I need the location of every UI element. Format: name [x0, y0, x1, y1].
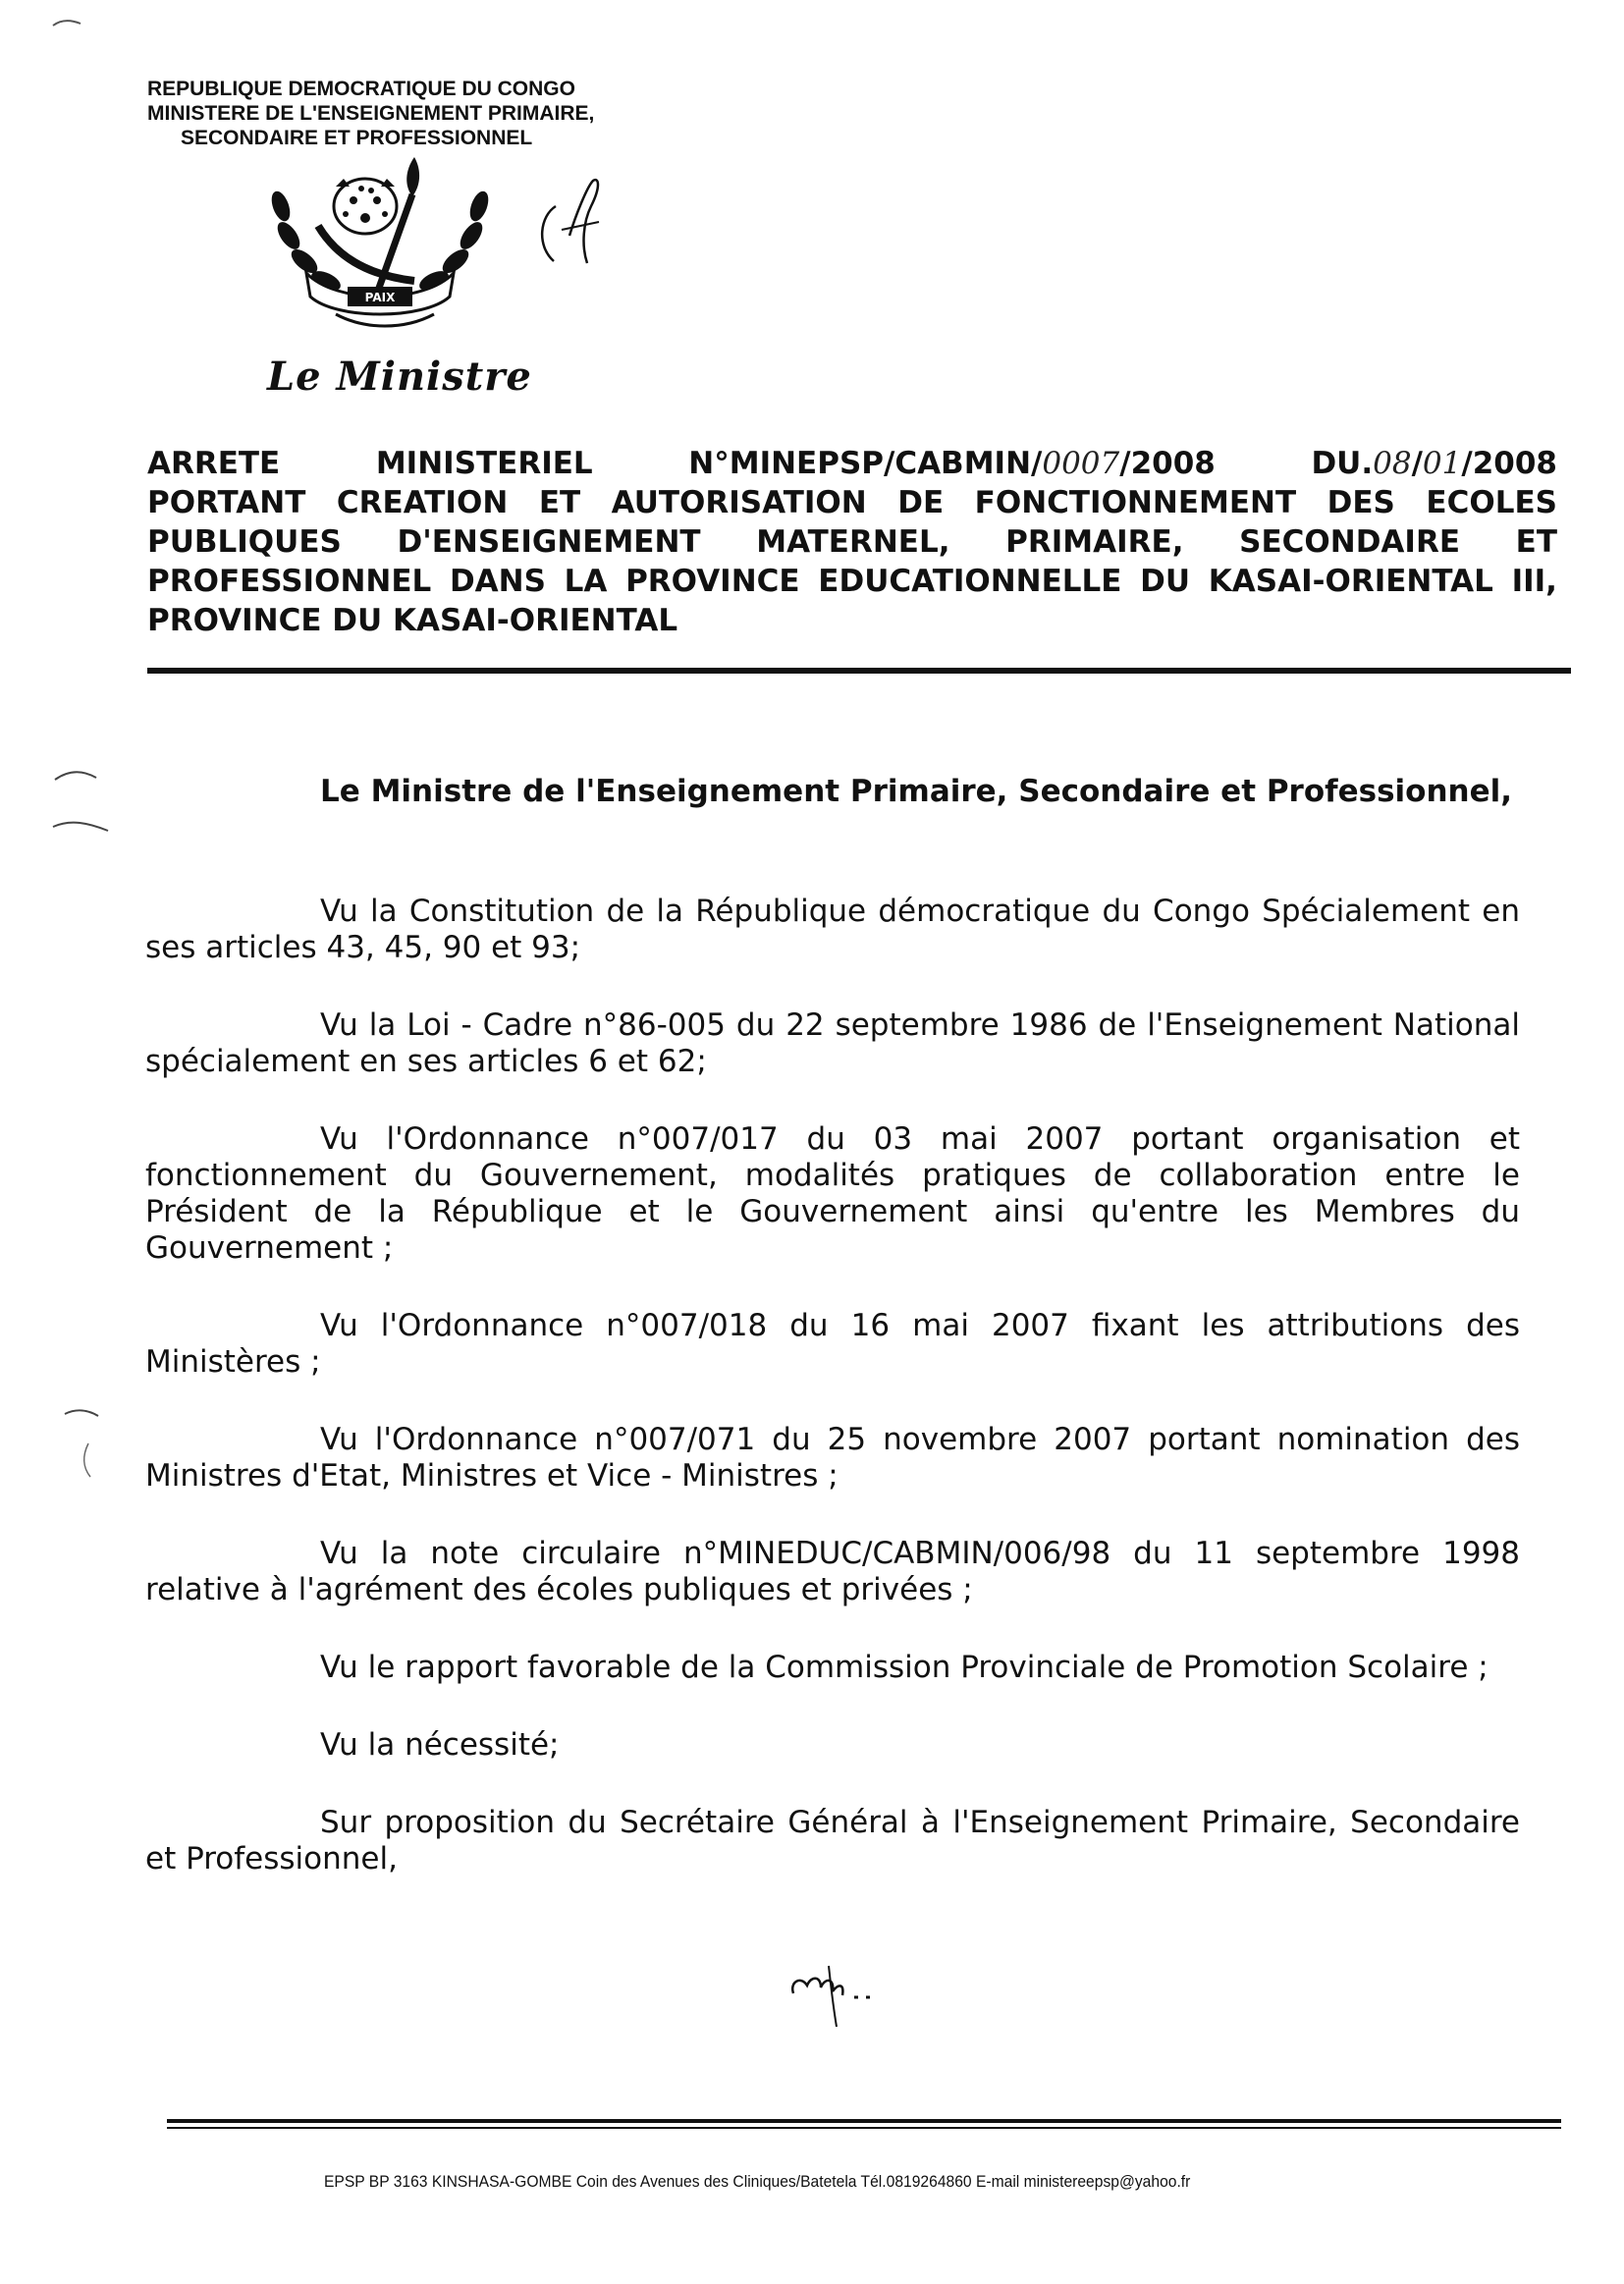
- title-word: SECONDAIRE: [1239, 524, 1460, 560]
- title-word: PUBLIQUES: [147, 524, 342, 560]
- title-word: AUTORISATION: [611, 485, 867, 520]
- title-divider: [147, 668, 1571, 674]
- title-row-4: [147, 562, 1557, 601]
- paragraph-ordonnance-071: Vu l'Ordonnance n°007/071 du 25 novembre 2007 portant nomination des Ministres d'Etat, Ministres et Vice - Ministres ;: [145, 1422, 1520, 1494]
- title-word: III,: [1511, 564, 1557, 599]
- title-word: ET: [1515, 524, 1557, 560]
- handwritten-day: 08: [1373, 446, 1412, 481]
- emblem-motto: PAIX: [364, 291, 396, 304]
- title-word: ET: [538, 485, 581, 520]
- paragraph-necessite: Vu la nécessité;: [320, 1727, 560, 1763]
- title-word: MINISTERIEL: [375, 446, 593, 481]
- handwritten-initials-icon: [530, 177, 619, 275]
- decree-body: [145, 894, 1520, 1919]
- paragraph-constitution: Vu la Constitution de la République démocratique du Congo Spécialement en ses articles 43, 45, 90 et 93;: [145, 894, 1520, 965]
- title-word: EDUCATIONNELLE: [818, 564, 1122, 599]
- drc-coat-of-arms-icon: [267, 157, 522, 344]
- footer-divider: [167, 2119, 1561, 2123]
- decree-number: N°MINEPSP/CABMIN/0007/2008: [688, 446, 1216, 481]
- letterhead-ministry-line1: MINISTERE DE L'ENSEIGNEMENT PRIMAIRE,: [147, 102, 595, 125]
- title-word: ECOLES: [1426, 485, 1557, 520]
- title-row-2: [147, 483, 1557, 522]
- title-word: DU: [1140, 564, 1191, 599]
- footer-divider-thin: [167, 2127, 1561, 2129]
- title-word: MATERNEL,: [756, 524, 950, 560]
- title-word: ARRETE: [147, 446, 281, 481]
- paragraph-rapport: Vu le rapport favorable de la Commission Provinciale de Promotion Scolaire ;: [320, 1650, 1489, 1685]
- salutation: Le Ministre de l'Enseignement Primaire, Secondaire et Professionnel,: [320, 774, 1513, 809]
- title-word: PRIMAIRE,: [1005, 524, 1184, 560]
- scan-mark-icon: [49, 10, 88, 39]
- letterhead: [147, 77, 756, 150]
- title-word: CREATION: [336, 485, 509, 520]
- title-word: LA: [564, 564, 608, 599]
- letterhead-ministry-line2: SECONDAIRE ET PROFESSIONNEL: [181, 127, 533, 149]
- title-row-5: PROVINCE DU KASAI-ORIENTAL: [147, 603, 678, 638]
- handwritten-month: 01: [1422, 446, 1462, 481]
- title-word: FONCTIONNEMENT: [974, 485, 1297, 520]
- minister-label: Le Ministre: [267, 353, 532, 400]
- title-word: DE: [897, 485, 945, 520]
- decree-date: DU.08/01/2008: [1311, 446, 1557, 481]
- letterhead-country: REPUBLIQUE DEMOCRATIQUE DU CONGO: [147, 78, 575, 100]
- paragraph-ordonnance-018: Vu l'Ordonnance n°007/018 du 16 mai 2007 fixant les attributions des Ministères ;: [145, 1308, 1520, 1380]
- title-row-3: [147, 522, 1557, 562]
- scan-mark-icon: [59, 1404, 108, 1493]
- title-word: DANS: [449, 564, 546, 599]
- title-row-1: [147, 444, 1557, 483]
- scan-mark-icon: [49, 766, 118, 844]
- paragraph-loi-cadre: Vu la Loi - Cadre n°86-005 du 22 septembre 1986 de l'Enseignement National spécialement en ses articles 6 et 62;: [145, 1007, 1520, 1079]
- paragraph-proposition: Sur proposition du Secrétaire Général à l'Enseignement Primaire, Secondaire et Professionnel,: [145, 1805, 1520, 1876]
- title-word: D'ENSEIGNEMENT: [397, 524, 701, 560]
- paragraph-ordonnance-017: Vu l'Ordonnance n°007/017 du 03 mai 2007 portant organisation et fonctionnement du Gouvernement, modalités pratiques de collaboration entre le Président de la République et le Gouvernement ainsi qu'entre les Membres du Gouvernement ;: [145, 1121, 1520, 1266]
- paragraph-note-circulaire: Vu la note circulaire n°MINEDUC/CABMIN/006/98 du 11 septembre 1998 relative à l'agrément des écoles publiques et privées ;: [145, 1536, 1520, 1607]
- title-word: PORTANT: [147, 485, 306, 520]
- title-word: DES: [1326, 485, 1395, 520]
- title-word: KASAI-ORIENTAL: [1208, 564, 1493, 599]
- footer-address: EPSP BP 3163 KINSHASA-GOMBE Coin des Avenues des Cliniques/Batetela Tél.0819264860 E-mail ministereepsp@yahoo.fr: [324, 2172, 1191, 2191]
- signature-initials-icon: [785, 1954, 884, 2033]
- title-word: PROFESSIONNEL: [147, 564, 432, 599]
- decree-title: [147, 444, 1557, 640]
- title-word: PROVINCE: [625, 564, 800, 599]
- handwritten-number: 0007: [1042, 446, 1120, 481]
